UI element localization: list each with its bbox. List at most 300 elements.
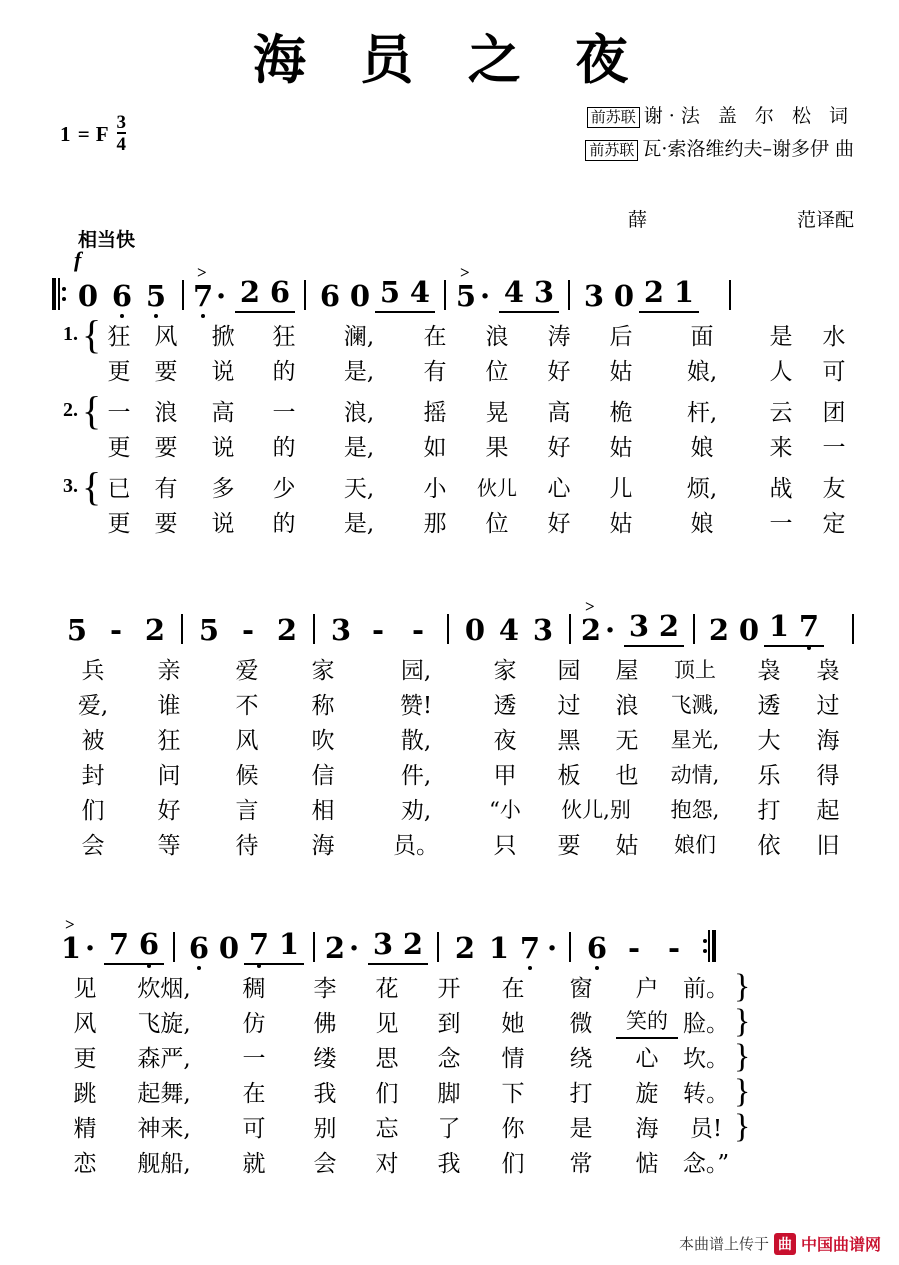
lyric-syllable: 甲 [493, 763, 517, 790]
verse-brace-filler [82, 422, 98, 469]
barline [444, 280, 446, 310]
ending-brace: } [734, 1072, 751, 1110]
lyric-syllable: 好 [157, 798, 181, 825]
lyric-syllable: 黑 [557, 728, 581, 755]
lyric-syllable: 浪 [154, 400, 178, 427]
note: 4 [405, 275, 435, 313]
lyric-syllable: 伙儿 [477, 476, 517, 501]
lyric-syllable: 云 [769, 400, 793, 427]
lyric-syllable: 娘们 [674, 832, 716, 857]
note: 6 [184, 931, 214, 965]
lyric-syllable: 友 [822, 476, 846, 503]
lyric-syllable: 一 [107, 400, 131, 427]
lyric-syllable: 可 [242, 1116, 266, 1143]
lyric-syllable: 晃 [485, 400, 509, 427]
lyric-syllable: 更 [107, 359, 131, 386]
lyric-syllable: 笑的 [616, 1005, 678, 1039]
lyric-line [56, 721, 899, 756]
lyric-syllable: 后 [609, 324, 633, 351]
lyric-syllable: 心 [547, 476, 571, 503]
lyric-syllable: 相 [311, 798, 335, 825]
time-numerator: 3 [116, 112, 127, 133]
lyric-syllable: 姑 [615, 833, 639, 860]
time-denominator: 4 [116, 134, 127, 155]
ending-brace: } [734, 1002, 751, 1040]
lyric-syllable: 是 [569, 1116, 593, 1143]
lyric-syllable: 桅 [609, 400, 633, 427]
barline [729, 280, 731, 310]
lyric-syllable: 缕 [313, 1046, 337, 1073]
lyric-syllable: 要 [557, 833, 581, 860]
lyric-syllable: 可 [822, 359, 846, 386]
lyric-syllable: 飞溅, [670, 692, 720, 717]
barline [304, 280, 306, 310]
credit-text-2: 瓦·索洛维约夫–谢多伊 曲 [642, 138, 854, 161]
lyric-syllable: 员! [689, 1116, 723, 1143]
lyric-syllable: 海 [635, 1116, 659, 1143]
key-signature [60, 114, 126, 155]
accent-mark: > [65, 915, 75, 935]
lyric-syllable: 旧 [816, 833, 840, 860]
lyric-syllable: 们 [501, 1151, 525, 1178]
lyric-syllable: 袅 [816, 658, 840, 685]
lyric-syllable: 脸。 [683, 1011, 729, 1038]
lyric-syllable: 过 [816, 693, 840, 720]
credit-country-1: 前苏联 [587, 107, 640, 128]
header-block [0, 94, 899, 231]
lyric-syllable: 思 [375, 1046, 399, 1073]
note: - [241, 613, 255, 648]
lyric-line [56, 1074, 899, 1109]
lyric-syllable: 恋 [73, 1151, 97, 1178]
lyric-syllable: 位 [485, 359, 509, 386]
lyric-syllable: 好 [547, 511, 571, 538]
lyric-syllable: 窗 [569, 976, 593, 1003]
lyric-syllable: 好 [547, 359, 571, 386]
lyric-syllable: 杆, [686, 400, 718, 427]
lyric-syllable: 一 [769, 511, 793, 538]
lyric-syllable: 在 [501, 976, 525, 1003]
lyric-syllable: 澜, [343, 324, 375, 351]
lyric-syllable: 有 [423, 359, 447, 386]
lyric-syllable: 在 [423, 324, 447, 351]
lyric-syllable: 要 [154, 435, 178, 462]
lyric-syllable: 一 [822, 435, 846, 462]
lyric-syllable: 多 [211, 476, 235, 503]
lyric-line [52, 464, 899, 510]
lyric-syllable: 天, [343, 476, 375, 503]
lyric-syllable: 佛 [313, 1011, 337, 1038]
lyric-syllable: 星光, [670, 727, 720, 752]
lyric-syllable: 待 [235, 833, 259, 860]
lyric-syllable: 园 [557, 658, 581, 685]
lyric-syllable: 跳 [73, 1081, 97, 1108]
note: - [627, 931, 641, 966]
lyric-syllable: 微 [569, 1011, 593, 1038]
note: 2 [398, 927, 428, 965]
lyric-syllable: 海 [816, 728, 840, 755]
lyric-syllable: 兵 [81, 658, 105, 685]
note: 2 [639, 275, 669, 313]
lyric-syllable: 的 [272, 435, 296, 462]
note: 3 [529, 275, 559, 313]
lyric-syllable: 是, [343, 511, 375, 538]
note: > 7 [193, 263, 214, 314]
note: 5 [66, 613, 88, 648]
note: 0 [464, 613, 486, 648]
lyric-line [56, 686, 899, 721]
lyric-line [52, 504, 899, 539]
note-dot: · [604, 613, 616, 648]
lyric-syllable: 打 [569, 1081, 593, 1108]
note-dot: · [479, 279, 491, 314]
lyric-syllable: 一 [272, 400, 296, 427]
lyric-syllable: 心 [635, 1046, 659, 1073]
lyric-syllable: 赞! [399, 693, 433, 720]
lyric-syllable: 绕 [569, 1046, 593, 1073]
lyrics-block-1 [0, 312, 899, 539]
tempo-marking: 相当快 [78, 229, 136, 251]
lyric-line [52, 352, 899, 387]
barline [568, 280, 570, 310]
lyric-syllable: 在 [242, 1081, 266, 1108]
verse-brace: { [82, 464, 102, 510]
credit-country-2: 前苏联 [585, 140, 638, 161]
lyric-line [56, 756, 899, 791]
note: 7 [244, 927, 274, 965]
barline [182, 280, 184, 310]
lyric-syllable: 别 [313, 1116, 337, 1143]
lyric-syllable: 打 [757, 798, 781, 825]
lyric-syllable: 信 [311, 763, 335, 790]
lyric-syllable: 亲 [157, 658, 181, 685]
lyric-syllable: 掀 [211, 324, 235, 351]
lyric-syllable: 大 [757, 728, 781, 755]
lyric-syllable: 来 [769, 435, 793, 462]
lyric-syllable: 李 [313, 976, 337, 1003]
lyric-syllable: 无 [615, 728, 639, 755]
ending-brace: } [734, 1037, 751, 1075]
lyric-syllable: 娘 [690, 435, 714, 462]
lyric-syllable: 爱, [77, 693, 109, 720]
lyric-syllable: 问 [157, 763, 181, 790]
verse-brace: { [82, 388, 102, 434]
lyric-syllable: 惦 [635, 1151, 659, 1178]
lyric-syllable: 就 [242, 1151, 266, 1178]
lyric-syllable: 透 [493, 693, 517, 720]
lyric-syllable: 板 [557, 763, 581, 790]
accent-mark: > [585, 597, 595, 617]
lyric-syllable: 风 [154, 324, 178, 351]
notes-row-1 [0, 263, 899, 314]
credit-text-1: 谢·法 盖 尔 松 词 [643, 105, 854, 127]
note: 0 [738, 613, 760, 648]
lyric-syllable: 了 [437, 1116, 461, 1143]
system-2 [0, 597, 899, 861]
credit-line-2 [580, 133, 854, 166]
lyric-syllable: 们 [375, 1081, 399, 1108]
note: 6 [134, 927, 164, 965]
note: 1 [488, 931, 510, 966]
note: - [371, 613, 385, 648]
verse-number: 3. [63, 475, 78, 498]
note: - [667, 931, 681, 966]
lyric-syllable: 面 [690, 324, 714, 351]
lyric-syllable: 夜 [493, 728, 517, 755]
lyric-syllable: 屋 [615, 658, 639, 685]
lyric-syllable: 念 [437, 1046, 461, 1073]
lyric-syllable: 小 [423, 476, 447, 503]
note: 6 [319, 279, 341, 314]
note: 1 [764, 609, 794, 647]
ending-brace: } [734, 1107, 751, 1145]
barline [447, 614, 449, 644]
lyric-syllable: 到 [437, 1011, 461, 1038]
lyric-syllable: 透 [757, 693, 781, 720]
note: - [109, 613, 123, 648]
lyric-syllable: 家 [311, 658, 335, 685]
system-1 [0, 225, 899, 539]
note: 1 [669, 275, 699, 313]
lyric-syllable: 得 [816, 763, 840, 790]
note: 0 [349, 279, 371, 314]
lyric-syllable: 户 [635, 976, 659, 1003]
lyric-syllable: 涛 [547, 324, 571, 351]
site-logo-icon: 曲 [774, 1233, 796, 1255]
lyric-syllable: 更 [107, 435, 131, 462]
lyric-syllable: 定 [822, 511, 846, 538]
lyric-syllable: 件, [400, 763, 432, 790]
lyric-syllable: 已 [107, 476, 131, 503]
lyric-syllable: 脚 [437, 1081, 461, 1108]
translator-right: 范译配 [796, 208, 854, 231]
lyric-syllable: 花 [375, 976, 399, 1003]
lyric-syllable: 人 [769, 359, 793, 386]
lyric-line [56, 1004, 899, 1039]
lyric-syllable: 舰船, [137, 1151, 191, 1178]
lyric-syllable: 的 [272, 511, 296, 538]
note: 2 [276, 613, 298, 648]
lyric-syllable: “小 [489, 797, 521, 822]
lyric-syllable: 依 [757, 833, 781, 860]
lyric-syllable: 浪 [485, 324, 509, 351]
lyric-syllable: 抱怨, [670, 797, 720, 822]
lyric-syllable: 下 [501, 1081, 525, 1108]
note: 6 [105, 279, 139, 313]
note: 3 [330, 613, 352, 648]
note: 1 [274, 927, 304, 965]
lyric-syllable: 风 [73, 1011, 97, 1038]
site-brand: 中国曲谱网 [800, 1235, 881, 1254]
note-dot: · [84, 931, 96, 966]
note: 0 [613, 279, 635, 314]
lyric-syllable: 封 [81, 763, 105, 790]
barline [181, 614, 183, 644]
lyric-syllable: 更 [73, 1046, 97, 1073]
lyric-syllable: 乐 [757, 763, 781, 790]
lyric-syllable: 前。 [683, 976, 729, 1003]
lyric-syllable: 员。 [393, 833, 439, 860]
lyric-syllable: 姑 [609, 511, 633, 538]
lyric-syllable: 儿 [609, 476, 633, 503]
note: 2 [144, 613, 166, 648]
note-dot: · [348, 931, 360, 966]
lyric-syllable: 的 [272, 359, 296, 386]
lyric-syllable: 转。 [683, 1081, 729, 1108]
note: 5 [198, 613, 220, 648]
note-dot: · [215, 279, 227, 314]
lyric-syllable: 见 [375, 1011, 399, 1038]
lyrics-block-2 [0, 651, 899, 861]
lyric-syllable: 坎。 [683, 1046, 729, 1073]
lyric-syllable: 高 [211, 400, 235, 427]
lyric-syllable: 娘, [686, 359, 718, 386]
note: 3 [368, 927, 398, 965]
lyric-syllable: 海 [311, 833, 335, 860]
verse-brace-filler [82, 346, 98, 393]
lyric-line [56, 826, 899, 861]
verse-number: 1. [63, 323, 78, 346]
lyric-line [56, 969, 899, 1004]
lyric-syllable: 我 [437, 1151, 461, 1178]
note: 5 [139, 279, 173, 313]
lyric-syllable: 有 [154, 476, 178, 503]
lyric-syllable: 起 [816, 798, 840, 825]
lyric-syllable: 说 [211, 435, 235, 462]
page-title: 海 员 之 夜 [252, 29, 647, 91]
lyric-syllable: 仿 [242, 1011, 266, 1038]
lyric-syllable: 好 [547, 435, 571, 462]
lyric-syllable: 起舞, [137, 1081, 191, 1108]
lyric-syllable: 常 [569, 1151, 593, 1178]
lyric-line [56, 1039, 899, 1074]
lyric-line [56, 651, 899, 686]
lyric-syllable: 位 [485, 511, 509, 538]
verse-number: 2. [63, 399, 78, 422]
barline [313, 932, 315, 962]
ending-brace: } [734, 967, 751, 1005]
time-signature [117, 113, 127, 154]
accent-mark: > [197, 263, 207, 283]
lyric-syllable: 过 [557, 693, 581, 720]
lyric-syllable: 爱 [235, 658, 259, 685]
lyric-syllable: 飞旋, [137, 1011, 191, 1038]
note: 2 [235, 275, 265, 313]
lyric-syllable: 说 [211, 359, 235, 386]
lyric-syllable: 言 [235, 798, 259, 825]
note: 2 [654, 609, 684, 647]
footer-text: 本曲谱上传于 [678, 1235, 769, 1253]
lyric-syllable: 称 [311, 693, 335, 720]
lyric-syllable: 旋 [635, 1081, 659, 1108]
barline [852, 614, 854, 644]
lyric-syllable: 们 [81, 798, 105, 825]
lyric-syllable: 顶上 [674, 657, 716, 682]
lyric-syllable: 只 [493, 833, 517, 860]
lyric-syllable: 劝, [400, 798, 432, 825]
lyric-syllable: 等 [157, 833, 181, 860]
lyric-syllable: 会 [313, 1151, 337, 1178]
lyric-syllable: 浪 [615, 693, 639, 720]
lyric-line [56, 1144, 899, 1179]
repeat-start-barline [52, 278, 65, 310]
credit-line-1 [580, 100, 854, 133]
lyric-syllable: 也 [615, 763, 639, 790]
barline [693, 614, 695, 644]
note: 3 [583, 279, 605, 314]
lyric-syllable: 念。” [682, 1151, 730, 1178]
note: 0 [77, 279, 99, 314]
lyric-syllable: 更 [107, 511, 131, 538]
lyric-line [56, 1109, 899, 1144]
lyric-syllable: 对 [375, 1151, 399, 1178]
lyric-syllable: 烦, [686, 476, 718, 503]
lyric-syllable: 姑 [609, 435, 633, 462]
notes-row-2 [0, 597, 899, 648]
lyric-syllable: 家 [493, 658, 517, 685]
repeat-end-barline [708, 930, 721, 962]
note: 6 [580, 931, 614, 965]
lyric-syllable: 果 [485, 435, 509, 462]
lyric-syllable: 水 [822, 324, 846, 351]
barline [437, 932, 439, 962]
lyric-syllable: 园, [400, 658, 432, 685]
lyric-syllable: 如 [423, 435, 447, 462]
lyric-syllable: 是, [343, 435, 375, 462]
lyric-syllable: 姑 [609, 359, 633, 386]
barline [313, 614, 315, 644]
note: 4 [498, 613, 520, 648]
lyric-syllable: 炊烟, [137, 976, 191, 1003]
barline [569, 932, 571, 962]
lyric-line [52, 388, 899, 434]
footer-watermark [679, 1232, 881, 1255]
accent-mark: > [460, 263, 470, 283]
lyric-syllable: 娘 [690, 511, 714, 538]
lyric-syllable: 吹 [311, 728, 335, 755]
barline [569, 614, 571, 644]
key-label: 1 = [60, 122, 91, 146]
lyric-syllable: 狂 [157, 728, 181, 755]
note: 3 [532, 613, 554, 648]
lyric-syllable: 伙儿,别 [561, 797, 631, 822]
lyric-syllable: 狂 [272, 324, 296, 351]
lyric-line [52, 312, 899, 358]
lyric-syllable: 情 [501, 1046, 525, 1073]
lyric-syllable: 会 [81, 833, 105, 860]
lyric-syllable: 森严, [137, 1046, 191, 1073]
note: 7 [516, 931, 544, 965]
lyric-syllable: 狂 [107, 324, 131, 351]
lyric-syllable: 谁 [157, 693, 181, 720]
note: 5 [375, 275, 405, 313]
lyric-syllable: 她 [501, 1011, 525, 1038]
lyrics-block-3 [0, 969, 899, 1179]
lyric-syllable: 少 [272, 476, 296, 503]
note: 7 [104, 927, 134, 965]
note: - [411, 613, 425, 648]
note: 0 [218, 931, 240, 966]
note: 4 [499, 275, 529, 313]
note: 2 [708, 613, 730, 648]
lyric-syllable: 说 [211, 511, 235, 538]
lyric-syllable: 浪, [343, 400, 375, 427]
note: 3 [624, 609, 654, 647]
lyric-syllable: 要 [154, 511, 178, 538]
lyric-syllable: 动情, [670, 762, 720, 787]
lyric-syllable: 摇 [423, 400, 447, 427]
lyric-syllable: 要 [154, 359, 178, 386]
